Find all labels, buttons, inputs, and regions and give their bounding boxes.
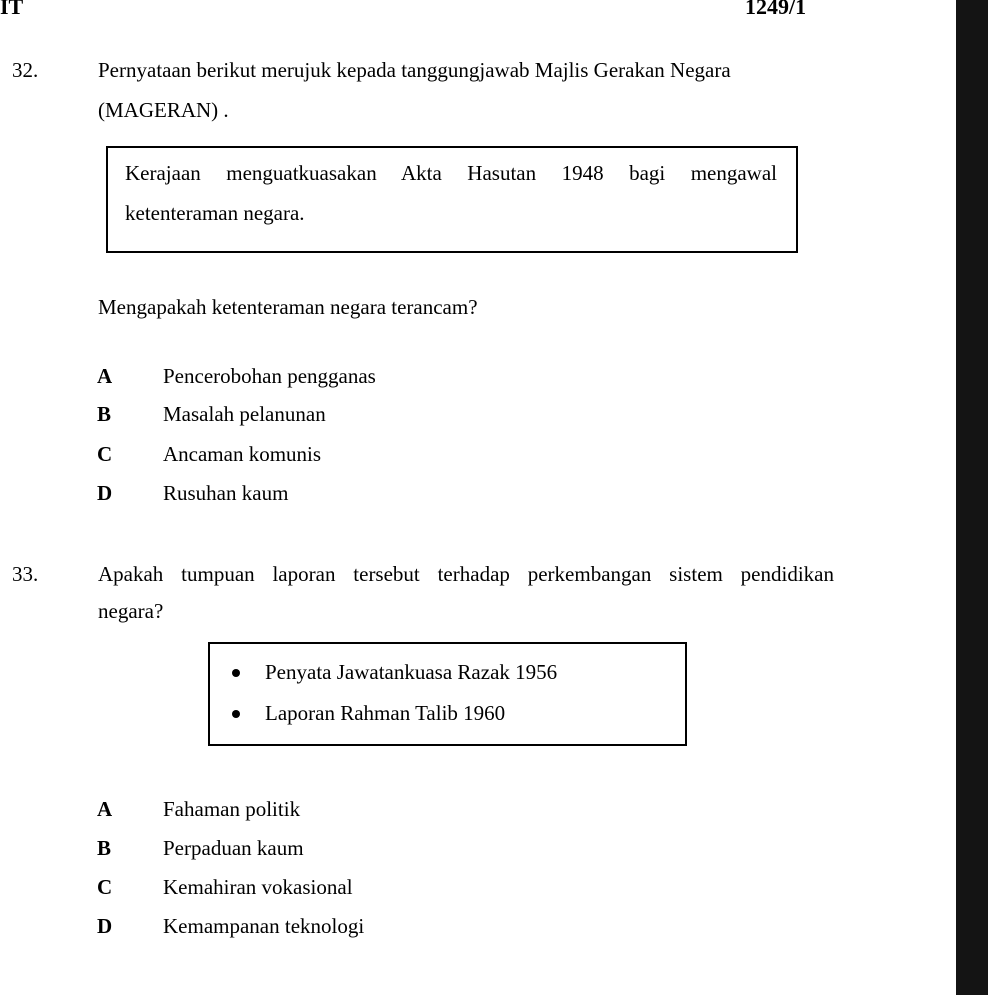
question-33-option-a-text: Fahaman politik: [163, 797, 301, 821]
question-33-report-item-2: Laporan Rahman Talib 1960: [265, 701, 506, 725]
question-33-option-b-text: Perpaduan kaum: [163, 836, 304, 860]
question-33-option-a-letter: A: [97, 797, 113, 821]
question-32-statement-line-1: Kerajaan menguatkuasakan Akta Hasutan 1948 bagi mengawal: [125, 161, 777, 185]
question-32-option-a-letter: A: [97, 364, 113, 388]
header-left-code: IT: [0, 0, 24, 19]
question-33-reports-box: [208, 642, 687, 746]
dark-page-edge: [956, 0, 988, 995]
question-32-statement-box: [106, 146, 798, 253]
question-33-option-b-letter: B: [97, 836, 112, 860]
bullet-icon: [232, 669, 240, 677]
question-32-option-d-letter: D: [97, 481, 113, 505]
question-33-stem-line-2: negara?: [98, 599, 164, 623]
question-33-number: 33.: [12, 562, 39, 586]
question-32-option-a-text: Pencerobohan pengganas: [163, 364, 376, 388]
question-32-stem-line-2: (MAGERAN) .: [98, 98, 229, 122]
question-33-stem-line-1: Apakah tumpuan laporan tersebut terhadap perkembangan sistem pendidikan: [98, 562, 834, 586]
question-33-option-d-text: Kemampanan teknologi: [163, 914, 365, 938]
question-32-option-c-letter: C: [97, 442, 113, 466]
question-32-number: 32.: [12, 58, 39, 82]
question-32-prompt: Mengapakah ketenteraman negara terancam?: [98, 295, 478, 319]
question-33-option-c-text: Kemahiran vokasional: [163, 875, 353, 899]
question-32-option-d-text: Rusuhan kaum: [163, 481, 289, 505]
question-33-option-c-letter: C: [97, 875, 113, 899]
question-32-statement-line-2: ketenteraman negara.: [125, 201, 305, 225]
question-32-option-b-letter: B: [97, 402, 112, 426]
question-32-option-b-text: Masalah pelanunan: [163, 402, 326, 426]
question-33-option-d-letter: D: [97, 914, 113, 938]
question-32-option-c-text: Ancaman komunis: [163, 442, 322, 466]
bullet-icon: [232, 710, 240, 718]
question-32-stem-line-1: Pernyataan berikut merujuk kepada tanggungjawab Majlis Gerakan Negara: [98, 58, 731, 82]
question-33-report-item-1: Penyata Jawatankuasa Razak 1956: [265, 660, 558, 684]
header-paper-code: 1249/1: [745, 0, 807, 19]
